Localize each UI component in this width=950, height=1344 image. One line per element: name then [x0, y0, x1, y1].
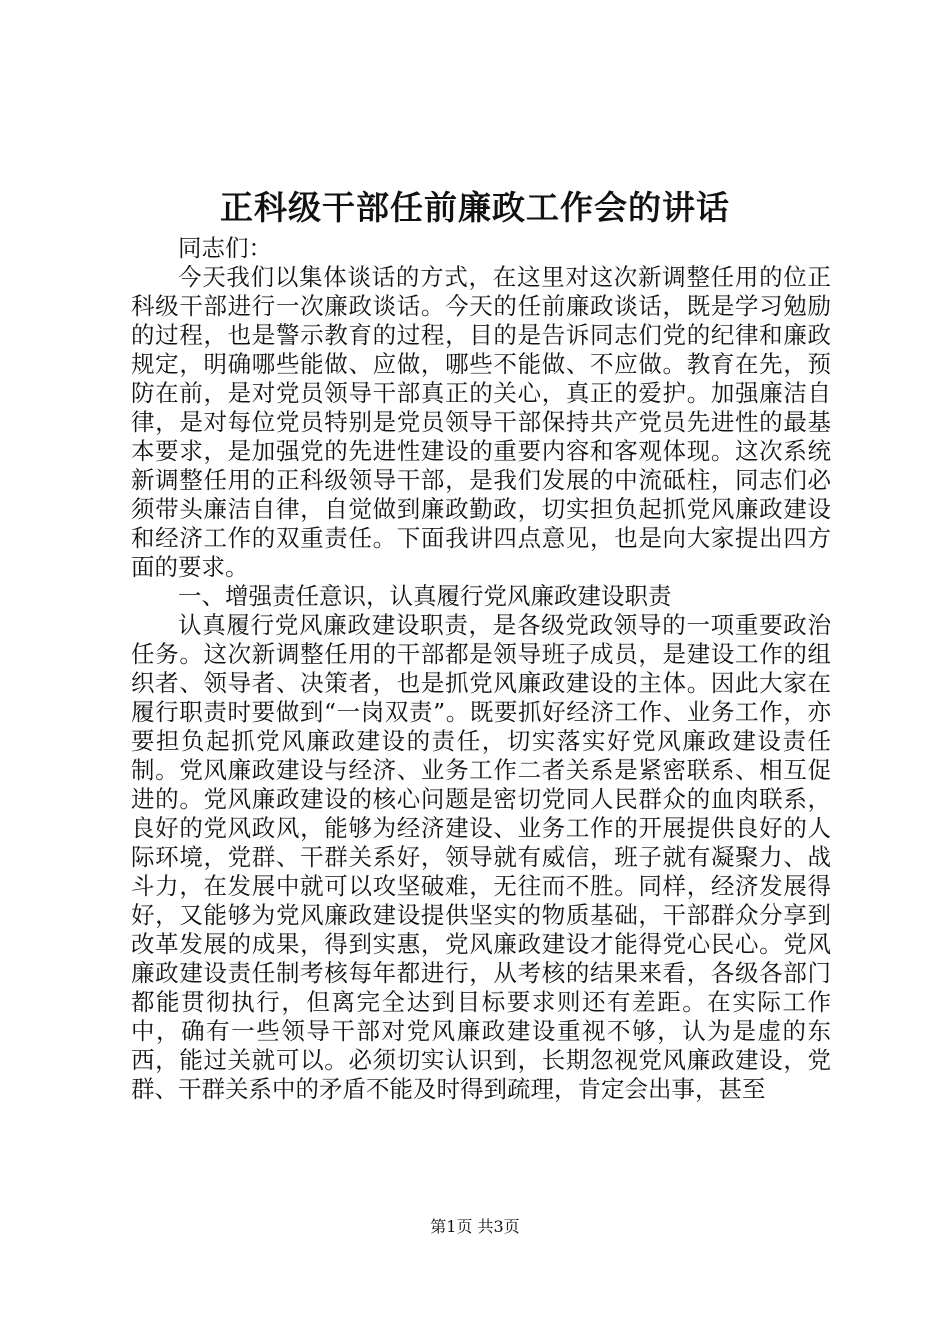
intro-paragraph: 今天我们以集体谈话的方式，在这里对这次新调整任用的位正科级干部进行一次廉政谈话。今天的任前廉政谈话，既是学习勉励的过程，也是警示教育的过程，目的是告诉同志们党的纪律和廉政规定，明确哪些能做、应做，哪些不能做、不应做。教育在先，预防在前，是对党员领导干部真正的关心，真正的爱护。加强廉洁自律，是对每位党员特别是党员领导干部保持共产党员先进性的最基本要求，是加强党的先进性建设的重要内容和客观体现。这次系统新调整任用的正科级领导干部，是我们发展的中流砥柱，同志们必须带头廉洁自律，自觉做到廉政勤政，切实担负起抓党风廉政建设和经济工作的双重责任。下面我讲四点意见，也是向大家提出四方面的要求。 [131, 263, 831, 581]
salutation-paragraph: 同志们： [178, 234, 272, 262]
page-number-footer: 第1页 共3页 [430, 1217, 520, 1236]
page-title: 正科级干部任前廉政工作会的讲话 [220, 188, 730, 227]
document-body [131, 234, 831, 1104]
section-heading: 一、增强责任意识，认真履行党风廉政建设职责 [178, 582, 672, 610]
section-paragraph: 认真履行党风廉政建设职责，是各级党政领导的一项重要政治任务。这次新调整任用的干部都是领导班子成员，是建设工作的组织者、领导者、决策者，也是抓党风廉政建设的主体。因此大家在履行职责时要做到“一岗双责”。既要抓好经济工作、业务工作，亦要担负起抓党风廉政建设的责任，切实落实好党风廉政建设责任制。党风廉政建设与经济、业务工作二者关系是紧密联系、相互促进的。党风廉政建设的核心问题是密切党同人民群众的血肉联系，良好的党风政风，能够为经济建设、业务工作的开展提供良好的人际环境，党群、干群关系好，领导就有威信，班子就有凝聚力、战斗力，在发展中就可以攻坚破难，无往而不胜。同样，经济发展得好，又能够为党风廉政建设提供坚实的物质基础，干部群众分享到改革发展的成果，得到实惠，党风廉政建设才能得党心民心。党风廉政建设责任制考核每年都进行，从考核的结果来看，各级各部门都能贯彻执行，但离完全达到目标要求则还有差距。在实际工作中，确有一些领导干部对党风廉政建设重视不够，认为是虚的东西，能过关就可以。必须切实认识到，长期忽视党风廉政建设，党群、干群关系中的矛盾不能及时得到疏理，肯定会出事，甚至 [131, 611, 831, 1103]
